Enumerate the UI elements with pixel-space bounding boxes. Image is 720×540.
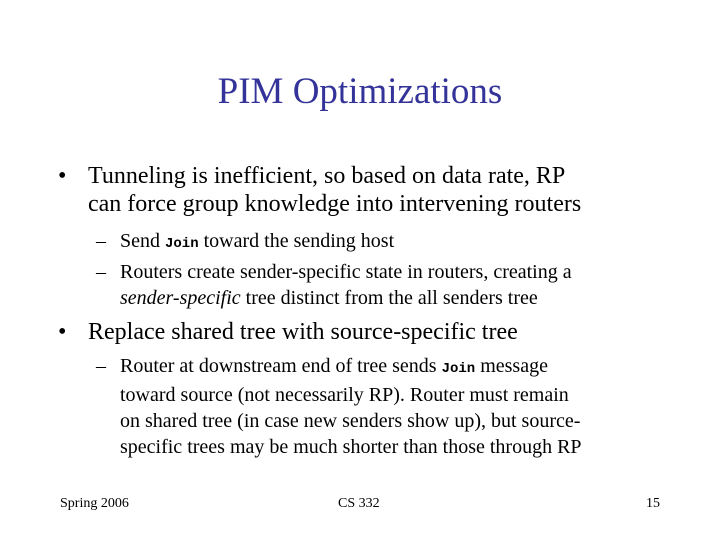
sub-2-line-1: Routers create sender-specific state in routers, creating a (120, 261, 572, 283)
bullet-1-text (88, 162, 688, 218)
bullet-2-text (88, 318, 688, 346)
code-join: Join (165, 236, 199, 252)
sub-3-line-2: toward source (not necessarily RP). Router must remain (120, 384, 569, 406)
code-join: Join (441, 361, 476, 377)
bullet-1-line-2: can force group knowledge into intervening routers (88, 191, 582, 217)
bullet-marker: • (58, 163, 67, 189)
sub-3-line-4: specific trees may be much shorter than those through RP (120, 436, 582, 458)
sub-1-pre: Send (120, 230, 165, 252)
sub-2-line-2-rest: tree distinct from the all senders tree (240, 287, 538, 309)
sub-marker: – (96, 261, 106, 283)
sub-marker: – (96, 355, 106, 377)
footer-date: Spring 2006 (60, 496, 129, 511)
sub-bullet-1-text (120, 228, 680, 257)
sub-marker: – (96, 230, 106, 252)
sub-1-post: toward the sending host (198, 230, 395, 252)
bullet-2-line-1: Replace shared tree with source-specific tree (88, 319, 518, 345)
bullet-marker: • (58, 319, 67, 345)
slide-title: PIM Optimizations (217, 71, 503, 112)
sub-2-line-2 (120, 285, 680, 311)
sub-bullet-3-text (120, 353, 680, 460)
bullet-1-line-1: Tunneling is inefficient, so based on data rate, RP (88, 163, 566, 189)
sub-3-pre: Router at downstream end of tree sends (120, 355, 442, 377)
sub-3-post: message (475, 355, 548, 377)
footer-page-number: 15 (646, 496, 660, 511)
sub-bullet-2-text (120, 259, 680, 311)
sub-2-italic: sender-specific (120, 287, 241, 309)
sub-3-line-1 (120, 353, 680, 382)
footer-course: CS 332 (338, 496, 380, 511)
sub-3-line-3: on shared tree (in case new senders show up), but source- (120, 410, 581, 432)
